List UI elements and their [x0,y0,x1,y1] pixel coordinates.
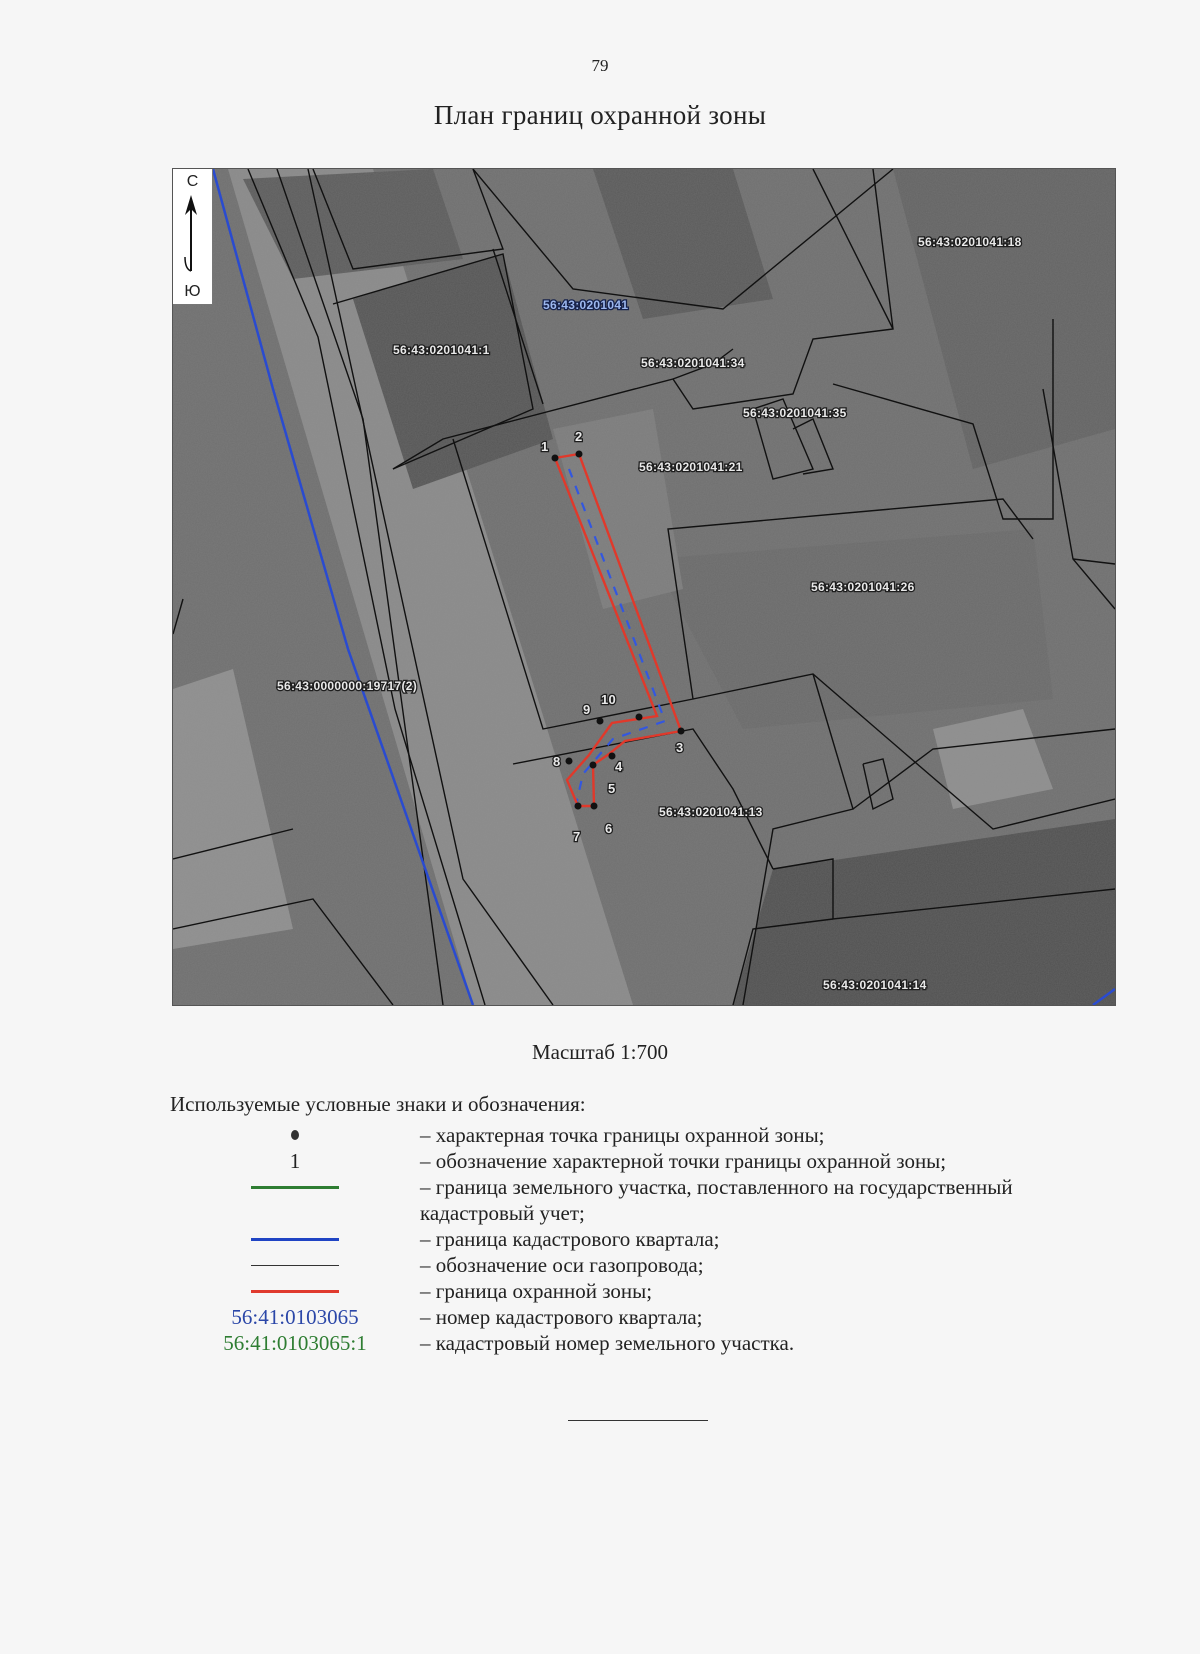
point-label-7: 7 [573,829,581,844]
parcel-label: 56:43:0201041:34 [641,356,745,370]
legend-text: – номер кадастрового квартала; [420,1305,703,1329]
boundary-point-5 [590,762,597,769]
south-label: Ю [184,283,201,300]
point-label-3: 3 [676,740,684,755]
parcel-label: 56:43:0000000:19717(2) [277,679,418,693]
legend-item [170,1122,1130,1148]
parcel-label: 56:43:0201041:35 [743,406,847,420]
legend [170,1122,1130,1356]
legend-symbol [170,1174,420,1200]
parcel-label: 56:43:0201041:1 [393,343,490,357]
point-label-5: 5 [608,781,616,796]
point-label-2: 2 [575,429,583,444]
parcel-label: 56:43:0201041:14 [823,978,927,992]
map-texture [173,169,1115,1005]
page-number: 79 [591,56,609,75]
boundary-point-icon [291,1130,299,1140]
legend-text: – граница кадастрового квартала; [420,1227,720,1251]
end-rule [568,1420,708,1421]
legend-item [170,1304,1130,1330]
legend-symbol [170,1226,420,1252]
parcel-label: 56:43:0201041:18 [918,235,1022,249]
boundary-point-6 [591,803,598,810]
legend-symbol [170,1278,420,1304]
page-title: План границ охранной зоны [433,100,767,130]
legend-text: – кадастровый номер земельного участка. [420,1331,795,1355]
legend-item [170,1226,1130,1252]
legend-symbol [170,1122,420,1148]
legend-text: – обозначение характерной точки границы охранной зоны; [420,1149,947,1173]
legend-symbol [170,1252,420,1278]
legend-symbol: 56:41:0103065 [231,1304,359,1329]
quarter-line-icon [251,1238,339,1241]
parcel-label: 56:43:0201041:26 [811,580,915,594]
boundary-point-2 [576,451,583,458]
boundary-point-9 [597,718,604,725]
north-label: С [186,173,199,190]
point-label-10: 10 [601,692,617,707]
map-canvas [173,169,1115,1005]
point-label-8: 8 [553,754,561,769]
boundary-point-3 [678,728,685,735]
parcel-label: 56:43:0201041:13 [659,805,763,819]
cadastral-quarter-label: 56:43:0201041 [543,298,629,312]
boundary-point-8 [566,758,573,765]
legend-title: Используемые условные знаки и обозначения: [170,1092,586,1116]
pipeline-line-icon [251,1265,339,1266]
north-arrow [173,169,213,305]
legend-text: – характерная точка границы охранной зоны; [420,1123,825,1147]
legend-symbol: 1 [289,1148,301,1173]
legend-symbol: 56:41:0103065:1 [223,1330,367,1355]
legend-text: – граница земельного участка, поставленного на государственный кадастровый учет; [420,1175,1013,1225]
boundary-point-10 [636,714,643,721]
parcel-label: 56:43:0201041:21 [639,460,743,474]
legend-text: – обозначение оси газопровода; [420,1253,704,1277]
point-label-9: 9 [583,702,591,717]
legend-item [170,1174,1130,1226]
zone-line-icon [251,1290,339,1293]
legend-item [170,1148,1130,1174]
boundary-point-1 [552,455,559,462]
map-image [172,168,1116,1006]
legend-item [170,1278,1130,1304]
point-label-6: 6 [605,821,613,836]
legend-item [170,1252,1130,1278]
map-scale: Масштаб 1:700 [531,1040,668,1064]
point-label-4: 4 [615,759,623,774]
boundary-point-7 [575,803,582,810]
point-label-1: 1 [541,439,549,454]
legend-item [170,1330,1130,1356]
legend-text: – граница охранной зоны; [420,1279,653,1303]
parcel-line-icon [251,1186,339,1189]
